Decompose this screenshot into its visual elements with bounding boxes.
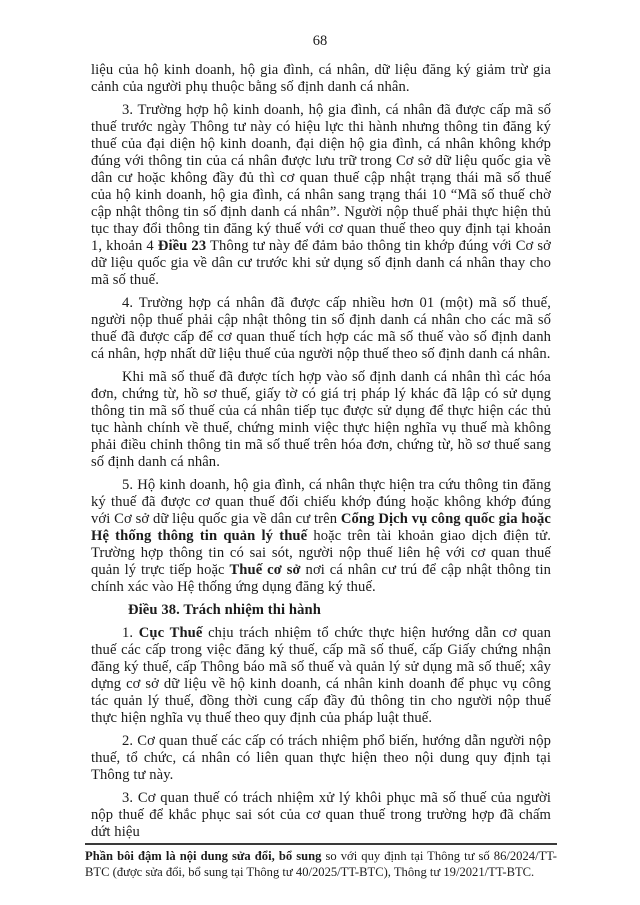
para-khoan-3 (91, 102, 551, 289)
text-run: Thuế cơ sở (229, 562, 301, 578)
text-run: Thông tư này để đảm bảo thông tin khớp đúng với Cơ sở dữ liệu quốc gia về dân cư trước khi sử dụng số định danh cá nhân thay cho mã số thuế. (91, 238, 551, 288)
text-run: Cổng Dịch vụ công quốc gia hoặc Hệ thống thông tin quản lý thuế (91, 511, 551, 544)
text-run: Điều 23 (157, 238, 207, 254)
text-run: hoặc trên tài khoản giao dịch điện tử. Trường hợp thông tin có sai sót, người nộp thuế liên hệ với cơ quan thuế quản lý trực tiếp hoặc (91, 528, 551, 578)
text-run: 5. Hộ kinh doanh, hộ gia đình, cá nhân thực hiện tra cứu thông tin đăng ký thuế đã được cơ quan thuế đối chiếu khớp đúng hoặc không khớp đúng với Cơ sở dữ liệu quốc gia về dân cư trên (91, 477, 551, 527)
text-run: 4. Trường hợp cá nhân đã được cấp nhiều hơn 01 (một) mã số thuế, người nộp thuế phải cập nhật thông tin số định danh cá nhân cho các mã số thuế đã được cấp để cơ quan thuế tích hợp các mã số thuế vào số định danh cá nhân, hợp nhất dữ liệu thuế của người nộp thuế theo số định danh cá nhân. (91, 295, 551, 362)
text-run: Điều 38. Trách nhiệm thi hành (128, 602, 321, 618)
para-dieu38-khoan-1 (91, 625, 551, 727)
page-number: 68 (312, 33, 328, 49)
heading-dieu-38 (91, 602, 551, 619)
document-body (0, 49, 640, 841)
text-run: 2. Cơ quan thuế các cấp có trách nhiệm phổ biến, hướng dẫn người nộp thuế, tổ chức, cá nhân có liên quan thực hiện theo nội dung quy định tại Thông tư này. (91, 733, 551, 783)
text-run: chịu trách nhiệm tổ chức thực hiện hướng dẫn cơ quan thuế các cấp trong việc đăng ký thuế, cấp mã số thuế, cấp Giấy chứng nhận đăng ký thuế, cấp Thông báo mã số thuế và quản lý sử dụng mã số thuế; xây dựng cơ sở dữ liệu về hộ kinh doanh, cá nhân kinh doanh để phục vụ công tác quản lý thuế, đồng thời cung cấp đầy đủ thông tin cho người nộp thuế thực hiện nghĩa vụ thuế theo quy định của pháp luật thuế. (91, 625, 551, 726)
text-run: so với quy định tại Thông tư số 86/2024/TT-BTC (được sửa đổi, bổ sung tại Thông tư 40/2025/TT-BTC), Thông tư 19/2021/TT-BTC. (85, 849, 557, 879)
para-khoan-4-tiep (91, 369, 551, 471)
text-run: 3. Trường hợp hộ kinh doanh, hộ gia đình, cá nhân đã được cấp mã số thuế trước ngày Thông tư này có hiệu lực thi hành nhưng thông tin đăng ký thuế của đại diện hộ kinh doanh, đại diện hộ gia đình, cá nhân không khớp đúng với thông tin của cá nhân được lưu trữ trong Cơ sở dữ liệu quốc gia về dân cư hoặc không đầy đủ thì cơ quan thuế cập nhật trạng thái mã số thuế của hộ kinh doanh, hộ gia đình, cá nhân sang trạng thái 10 “Mã số thuế chờ cập nhật thông tin số định danh cá nhân”. Người nộp thuế phải thực hiện thủ tục thay đổi thông tin đăng ký thuế với cơ quan thuế theo quy định tại khoản 1, khoản 4 (91, 102, 551, 254)
para-dieu38-khoan-2 (91, 733, 551, 784)
para-continuation (91, 62, 551, 96)
para-dieu38-khoan-3 (91, 790, 551, 841)
text-run: nơi cá nhân cư trú để cập nhật thông tin chính xác vào Hệ thống ứng dụng đăng ký thuế. (91, 562, 552, 595)
text-run: 3. Cơ quan thuế có trách nhiệm xử lý khôi phục mã số thuế của người nộp thuế để khắc phục sai sót của cơ quan thuế trong trường hợp đã chấm dứt hiệu (91, 790, 551, 840)
para-khoan-4 (91, 295, 551, 363)
footnote (85, 843, 557, 880)
text-run: liệu của hộ kinh doanh, hộ gia đình, cá nhân, dữ liệu đăng ký giảm trừ gia cảnh của người phụ thuộc bằng số định danh cá nhân. (91, 62, 551, 95)
text-run: 1. (122, 625, 139, 641)
text-run: Cục Thuế (138, 625, 203, 641)
para-khoan-5 (91, 477, 551, 596)
text-run: Khi mã số thuế đã được tích hợp vào số định danh cá nhân thì các hóa đơn, chứng từ, hồ sơ thuế, giấy tờ có giá trị pháp lý khác đã lập có sử dụng thông tin mã số thuế của cá nhân tiếp tục được sử dụng để thực hiện các thủ tục hành chính về thuế, chứng minh việc thực hiện nghĩa vụ thuế mà không phải điều chỉnh thông tin mã số thuế trên hóa đơn, chứng từ, hồ sơ thuế sang số định danh cá nhân. (91, 369, 551, 470)
text-run: Phần bôi đậm là nội dung sửa đổi, bổ sung (85, 849, 322, 863)
